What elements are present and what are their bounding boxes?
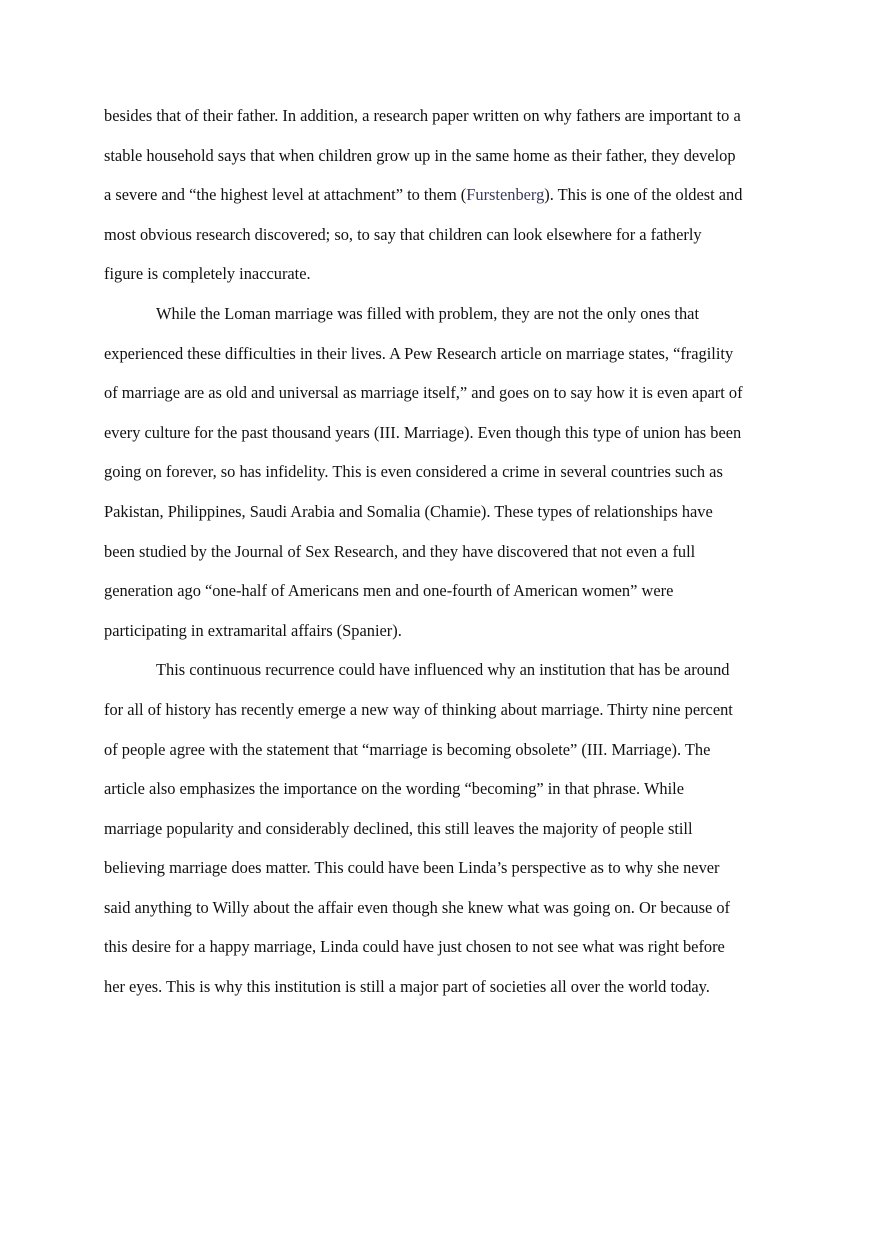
text-line: experienced these difficulties in their lives. A Pew Research article on marriage states, “fragility bbox=[104, 343, 734, 363]
text-line: marriage popularity and considerably declined, this still leaves the majority of people still bbox=[104, 818, 693, 838]
paragraph-2 bbox=[104, 294, 780, 650]
paragraph-1 bbox=[104, 96, 780, 294]
essay-body bbox=[104, 96, 780, 1007]
text-line: generation ago “one-half of Americans men and one-fourth of American women” were bbox=[104, 581, 674, 601]
text-line: stable household says that when children grow up in the same home as their father, they develop bbox=[104, 145, 736, 165]
text-line: article also emphasizes the importance on the wording “becoming” in that phrase. While bbox=[104, 779, 685, 799]
text-segment: ). This is one of the oldest and bbox=[544, 185, 743, 205]
text-line: of people agree with the statement that “marriage is becoming obsolete” (III. Marriage). The bbox=[104, 739, 711, 759]
text-line: said anything to Willy about the affair even though she knew what was going on. Or because of bbox=[104, 897, 730, 917]
text-line: her eyes. This is why this institution is still a major part of societies all over the world today. bbox=[104, 977, 710, 997]
text-line: for all of history has recently emerge a new way of thinking about marriage. Thirty nine percent bbox=[104, 699, 733, 719]
text-segment: a severe and “the highest level at attachment” to them ( bbox=[104, 185, 467, 205]
text-line: believing marriage does matter. This could have been Linda’s perspective as to why she never bbox=[104, 858, 720, 878]
text-line: been studied by the Journal of Sex Research, and they have discovered that not even a full bbox=[104, 541, 696, 561]
text-line: most obvious research discovered; so, to say that children can look elsewhere for a fatherly bbox=[104, 224, 702, 244]
text-line: participating in extramarital affairs (Spanier). bbox=[104, 620, 402, 640]
text-line: Pakistan, Philippines, Saudi Arabia and Somalia (Chamie). These types of relationships have bbox=[104, 501, 713, 521]
text-line: While the Loman marriage was filled with problem, they are not the only ones that bbox=[156, 303, 700, 323]
text-line: besides that of their father. In addition, a research paper written on why fathers are important to a bbox=[104, 106, 741, 125]
citation-furstenberg: Furstenberg bbox=[466, 185, 545, 205]
paragraph-3 bbox=[104, 650, 780, 1006]
text-line: going on forever, so has infidelity. This is even considered a crime in several countries such as bbox=[104, 462, 723, 482]
text-line: this desire for a happy marriage, Linda could have just chosen to not see what was right before bbox=[104, 937, 725, 957]
text-line bbox=[104, 175, 780, 215]
text-line: This continuous recurrence could have influenced why an institution that has be around bbox=[156, 660, 730, 680]
text-line: every culture for the past thousand years (III. Marriage). Even though this type of union has been bbox=[104, 422, 742, 442]
text-line: of marriage are as old and universal as marriage itself,” and goes on to say how it is even apart of bbox=[104, 383, 743, 403]
text-line: figure is completely inaccurate. bbox=[104, 264, 311, 284]
